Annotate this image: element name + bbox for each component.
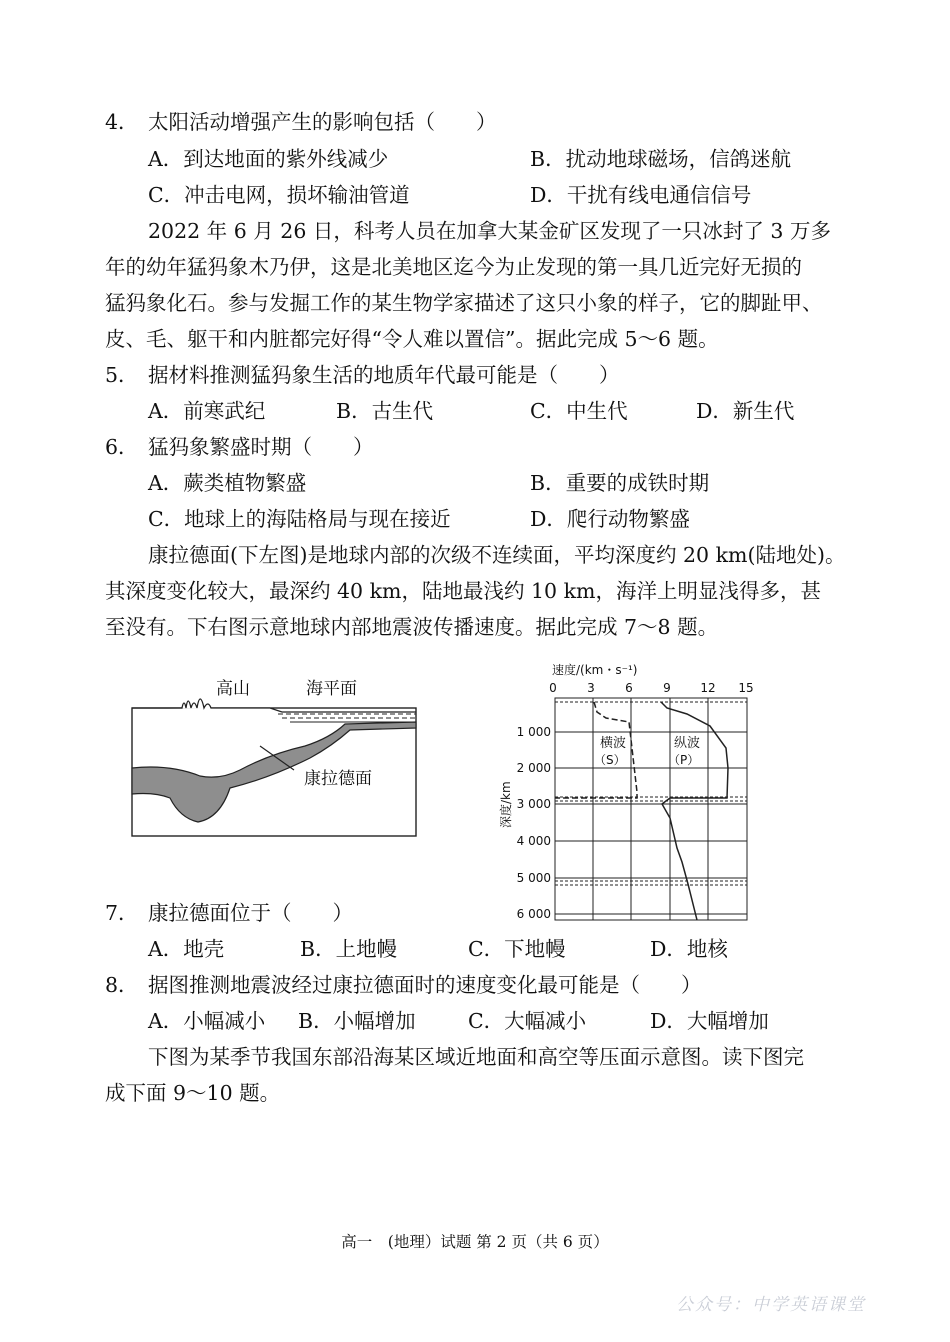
q8-option-d: D．大幅增加: [650, 1009, 769, 1033]
q5-option-d: D．新生代: [696, 399, 795, 423]
chart-grid: [555, 698, 747, 920]
s-wave-symbol: （S）: [594, 753, 626, 767]
seismic-wave-figure: [490, 658, 765, 926]
x-tick-labels: [549, 681, 753, 695]
q4-option-a: A．到达地面的紫外线减少: [148, 147, 389, 171]
x-tick-6: 6: [625, 681, 633, 695]
speed-axis-label: 速度/(km・s⁻¹): [552, 663, 638, 677]
conrad-section-figure: [120, 668, 430, 848]
s-wave-label: 横波: [600, 736, 627, 751]
q7-option-b: B．上地幔: [300, 937, 398, 961]
passage3-line1: 下图为某季节我国东部沿海某区域近地面和高空等压面示意图。读下图完: [148, 1045, 804, 1069]
discontinuity-lines: [555, 702, 747, 885]
y-tick-1000: 1 000: [516, 725, 551, 739]
q6-stem: 猛犸象繁盛时期（ ）: [148, 435, 374, 459]
q4-option-c: C．冲击电网，损坏输油管道: [148, 183, 410, 207]
q8-stem: 据图推测地震波经过康拉德面时的速度变化最可能是（ ）: [148, 973, 702, 997]
passage3-line2: 成下面 9～10 题。: [105, 1081, 281, 1105]
watermark: 公众号：中学英语课堂: [676, 1295, 866, 1315]
q8-option-b: B．小幅增加: [298, 1009, 416, 1033]
q6-option-c: C．地球上的海陆格局与现在接近: [148, 507, 451, 531]
passage1-line3: 猛犸象化石。参与发掘工作的某生物学家描述了这只小象的样子，它的脚趾甲、: [105, 291, 823, 315]
passage1-line2: 年的幼年猛犸象木乃伊，这是北美地区迄今为止发现的第一具几近完好无损的: [105, 255, 802, 279]
chart-frame: [555, 698, 747, 920]
q8-option-a: A．小幅减小: [148, 1009, 266, 1033]
passage1-line4: 皮、毛、躯干和内脏都完好得“令人难以置信”。据此完成 5～6 题。: [105, 327, 719, 351]
page-footer: 高一 (地理）试题 第 2 页（共 6 页）: [341, 1233, 609, 1251]
passage1-line1: 2022 年 6 月 26 日，科考人员在加拿大某金矿区发现了一只冰封了 3 万多: [148, 219, 831, 243]
p-wave-curve: [661, 702, 728, 920]
q5-option-a: A．前寒武纪: [148, 399, 266, 423]
q5-option-b: B．古生代: [336, 399, 434, 423]
passage2-line1: 康拉德面(下左图)是地球内部的次级不连续面，平均深度约 20 km(陆地处)。: [148, 543, 846, 567]
p-wave-symbol: （P）: [668, 753, 700, 767]
mountain-label: 高山: [216, 679, 250, 699]
y-tick-5000: 5 000: [516, 871, 551, 885]
conrad-label: 康拉德面: [304, 769, 372, 789]
x-tick-9: 9: [663, 681, 671, 695]
q7-number: 7．: [105, 901, 139, 925]
q5-option-c: C．中生代: [530, 399, 628, 423]
q4-stem: 太阳活动增强产生的影响包括（ ）: [148, 110, 497, 134]
sea-level-label: 海平面: [306, 679, 357, 699]
q7-stem: 康拉德面位于（ ）: [148, 901, 353, 925]
q7-option-c: C．下地幔: [468, 937, 566, 961]
q4-option-d: D．干扰有线电通信信号: [530, 183, 752, 207]
q8-number: 8．: [105, 973, 139, 997]
q7-option-a: A．地壳: [148, 937, 225, 961]
y-tick-3000: 3 000: [516, 797, 551, 811]
q5-number: 5．: [105, 363, 139, 387]
q6-number: 6．: [105, 435, 139, 459]
q5-stem: 据材料推测猛犸象生活的地质年代最可能是（ ）: [148, 363, 620, 387]
y-tick-2000: 2 000: [516, 761, 551, 775]
q6-option-a: A．蕨类植物繁盛: [148, 471, 307, 495]
x-tick-15: 15: [738, 681, 754, 695]
p-wave-label: 纵波: [674, 736, 701, 751]
depth-axis-label: 深度/km: [499, 781, 513, 828]
q8-option-c: C．大幅减小: [468, 1009, 587, 1033]
q6-option-d: D．爬行动物繁盛: [530, 507, 690, 531]
q6-option-b: B．重要的成铁时期: [530, 471, 710, 495]
y-tick-6000: 6 000: [516, 907, 551, 921]
q4-option-b: B．扰动地球磁场，信鸽迷航: [530, 147, 792, 171]
y-tick-labels: [517, 725, 551, 921]
x-tick-3: 3: [587, 681, 595, 695]
q7-option-d: D．地核: [650, 937, 728, 961]
passage2-line2: 其深度变化较大，最深约 40 km，陆地最浅约 10 km，海洋上明显浅得多，甚: [105, 579, 821, 603]
passage2-line3: 至没有。下右图示意地球内部地震波传播速度。据此完成 7～8 题。: [105, 615, 719, 639]
x-tick-0: 0: [549, 681, 557, 695]
q4-number: 4．: [105, 110, 139, 134]
y-tick-4000: 4 000: [516, 834, 551, 848]
x-tick-12: 12: [700, 681, 716, 695]
